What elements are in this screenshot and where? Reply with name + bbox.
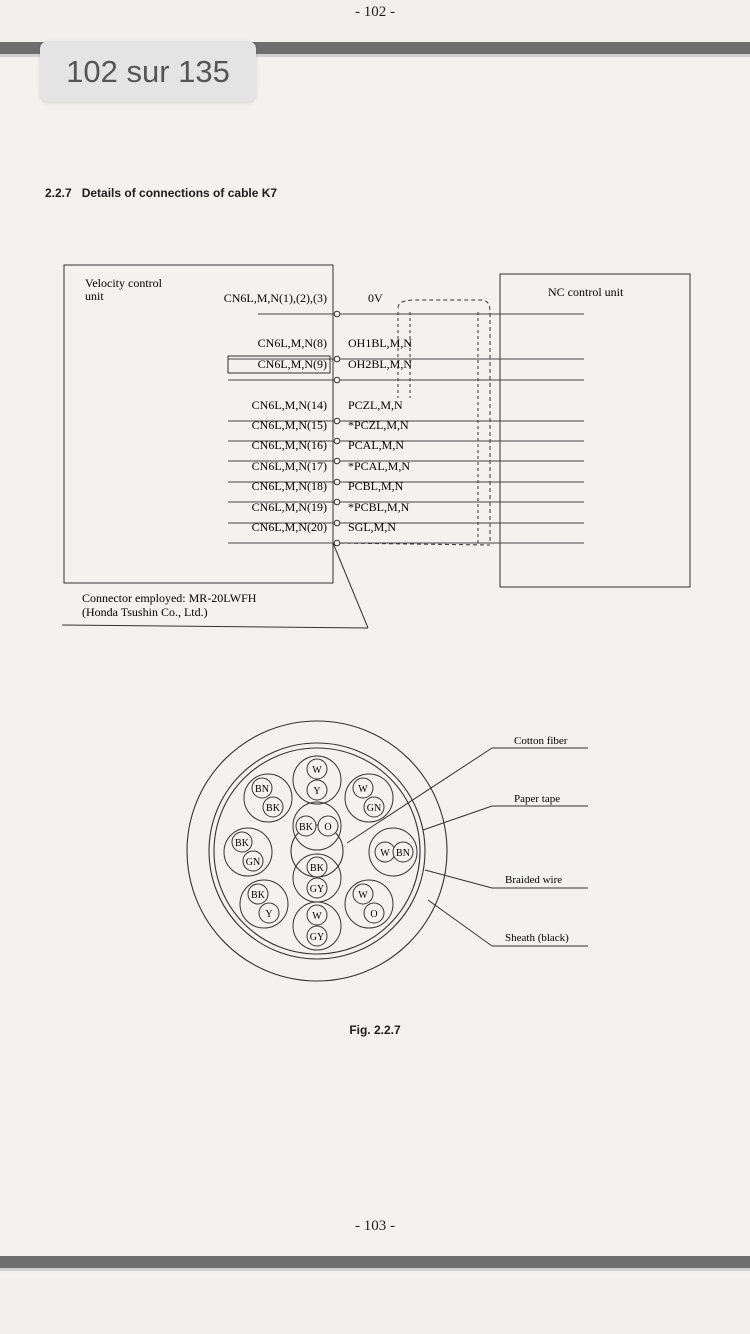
twisted-pair	[345, 880, 393, 928]
page-counter-badge: 102 sur 135	[40, 41, 256, 102]
connector-pin-label: CN6L,M,N(14)	[251, 398, 327, 412]
wire-color-label: W	[380, 848, 390, 859]
twisted-pair	[293, 854, 341, 902]
signal-name-label: *PCZL,M,N	[348, 418, 409, 432]
left-unit-label-line1: Velocity control	[85, 276, 162, 290]
wire-color-label: W	[358, 784, 368, 795]
signal-name-label: OH2BL,M,N	[348, 357, 413, 371]
pin-terminal-marker	[334, 479, 340, 485]
twisted-pair	[345, 774, 393, 822]
signal-name-label: PCAL,M,N	[348, 438, 405, 452]
wire-color-label: GN	[366, 803, 382, 814]
wire-color-label: BK	[251, 890, 265, 901]
twisted-pair	[224, 828, 272, 876]
paper-tape-label: Paper tape	[514, 793, 561, 805]
connector-pin-label: CN6L,M,N(15)	[251, 418, 327, 432]
section-number: 2.2.7	[45, 186, 72, 200]
twisted-pair	[293, 756, 341, 804]
wire-color-label: O	[324, 822, 332, 833]
right-unit-label: NC control unit	[548, 285, 624, 299]
cotton-fiber-label: Cotton fiber	[514, 735, 568, 747]
pin-terminal-marker	[334, 458, 340, 464]
pin-terminal-marker	[334, 520, 340, 526]
connector-note-line2: (Honda Tsushin Co., Ltd.)	[82, 605, 208, 619]
next-page-strip	[0, 1278, 750, 1334]
pin-terminal-marker	[334, 418, 340, 424]
wire-color-label: BN	[255, 784, 269, 795]
wire-color-label: O	[370, 909, 378, 920]
twisted-pair	[244, 774, 292, 822]
pin-terminal-marker	[334, 311, 340, 317]
connector-note-line1: Connector employed: MR-20LWFH	[82, 591, 257, 605]
nc-control-unit-box	[500, 274, 690, 587]
connector-pin-label: CN6L,M,N(9)	[257, 357, 327, 371]
wire-color-label: BN	[396, 848, 410, 859]
connector-pin-label: CN6L,M,N(1),(2),(3)	[223, 291, 327, 305]
next-page-number: - 103 -	[355, 1218, 395, 1234]
section-title: Details of connections of cable K7	[81, 186, 278, 200]
wire-color-label: GN	[245, 857, 261, 868]
twisted-pair	[293, 802, 341, 850]
wire-color-label: Y	[265, 909, 273, 920]
twisted-pair	[240, 880, 288, 928]
page-separator-bottom	[0, 1256, 750, 1268]
signal-name-label: 0V	[368, 291, 383, 305]
wire-color-label: W	[312, 765, 322, 776]
twisted-pair	[369, 828, 417, 876]
wire-color-label: BK	[310, 863, 324, 874]
connector-pin-label: CN6L,M,N(20)	[251, 520, 327, 534]
wire-color-label: W	[358, 890, 368, 901]
wire-color-label: BK	[266, 803, 280, 814]
page-separator-bottom-shadow	[0, 1268, 750, 1271]
left-unit-label-line2: unit	[85, 289, 104, 303]
connector-pin-label: CN6L,M,N(8)	[257, 336, 327, 350]
connector-pin-label: CN6L,M,N(18)	[251, 479, 327, 493]
braided-wire-label: Braided wire	[505, 874, 563, 886]
connector-pin-label: CN6L,M,N(16)	[251, 438, 327, 452]
signal-name-label: *PCAL,M,N	[348, 459, 411, 473]
pin-terminal-marker	[334, 438, 340, 444]
pin-terminal-marker	[334, 499, 340, 505]
pin-terminal-marker	[334, 356, 340, 362]
wire-color-label: GY	[309, 884, 325, 895]
signal-name-label: OH1BL,M,N	[348, 336, 413, 350]
sheath-label: Sheath (black)	[505, 932, 569, 944]
connector-pin-label: CN6L,M,N(19)	[251, 500, 327, 514]
wire-color-label: BK	[299, 822, 313, 833]
wire-color-label: Y	[313, 786, 321, 797]
signal-name-label: SGL,M,N	[348, 520, 397, 534]
figure-caption: Fig. 2.2.7	[349, 1023, 401, 1037]
wire-color-label: W	[312, 911, 322, 922]
previous-page-number: - 102 -	[355, 4, 395, 20]
signal-name-label: PCBL,M,N	[348, 479, 404, 493]
pin-terminal-marker	[334, 540, 340, 546]
connector-pin-label: CN6L,M,N(17)	[251, 459, 327, 473]
pin-terminal-marker	[334, 377, 340, 383]
signal-name-label: PCZL,M,N	[348, 398, 403, 412]
wire-color-label: GY	[309, 932, 325, 943]
signal-name-label: *PCBL,M,N	[348, 500, 410, 514]
twisted-pair	[293, 902, 341, 950]
wire-color-label: BK	[235, 838, 249, 849]
